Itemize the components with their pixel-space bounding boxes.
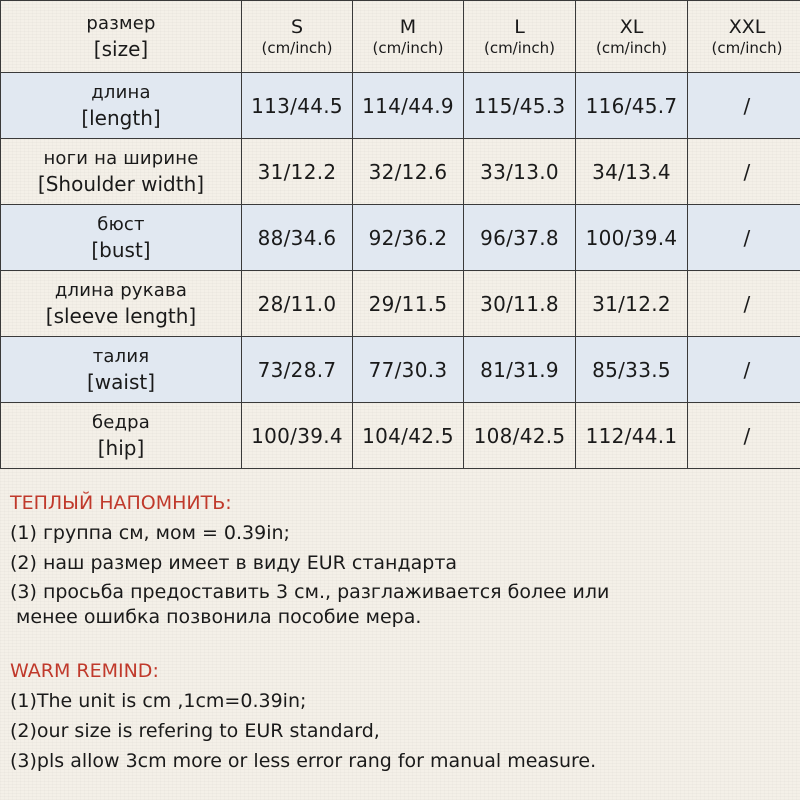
cell-value: 34/13.4: [592, 159, 671, 184]
row-label-cell: [1, 139, 242, 205]
table-cell: [688, 403, 800, 469]
cell-value: 31/12.2: [257, 159, 337, 184]
cell-value: 81/31.9: [480, 357, 559, 382]
notes-section: [10, 488, 790, 776]
table-header-row: [1, 1, 800, 73]
table-cell: [242, 337, 353, 403]
table-cell: [464, 403, 576, 469]
table-cell: [353, 139, 464, 205]
table-cell: [353, 403, 464, 469]
row-label-en: [bust]: [91, 237, 151, 262]
table-cell: [464, 73, 576, 139]
table-cell: [242, 205, 353, 271]
table-cell: [353, 73, 464, 139]
note-ru-3: (3) просьба предоставить 3 см., разглаживается более или: [10, 581, 610, 603]
row-label-ru: бюст: [97, 213, 145, 235]
table-cell: [353, 337, 464, 403]
cell-value: 31/12.2: [592, 291, 671, 316]
size-label-en: [size]: [93, 36, 149, 61]
cell-value: 33/13.0: [480, 159, 559, 184]
cell-value: 85/33.5: [592, 357, 671, 382]
table-cell: [688, 337, 800, 403]
cell-value: /: [743, 225, 751, 250]
note-ru-3-cont: менее ошибка позвонила пособие мера.: [10, 606, 422, 628]
column-header-l: [464, 1, 576, 73]
cell-value: 108/42.5: [473, 423, 566, 448]
cell-value: 29/11.5: [368, 291, 448, 316]
cell-value: 96/37.8: [480, 225, 559, 250]
column-size: S: [290, 15, 304, 38]
table-cell: [242, 73, 353, 139]
note-en-3: (3)pls allow 3cm more or less error rang for manual measure.: [10, 750, 597, 772]
table-cell: [464, 139, 576, 205]
table-cell: [576, 73, 688, 139]
cell-value: /: [743, 291, 751, 316]
cell-value: 30/11.8: [480, 291, 559, 316]
table-cell: [242, 139, 353, 205]
column-size: M: [399, 15, 417, 38]
cell-value: /: [743, 93, 751, 118]
row-label-en: [sleeve length]: [45, 303, 197, 328]
warning-heading-en-line: [10, 656, 790, 686]
table-cell: [576, 337, 688, 403]
row-label-cell: [1, 205, 242, 271]
column-unit: (cm/inch): [261, 38, 333, 57]
size-header-cell: [1, 1, 242, 73]
table-cell: [688, 205, 800, 271]
row-label-ru: ноги на ширине: [43, 147, 199, 169]
warning-heading-en: WARM REMIND: [10, 660, 153, 682]
warning-heading-ru-line: [10, 488, 790, 518]
cell-value: 113/44.5: [251, 93, 343, 118]
cell-value: /: [743, 159, 751, 184]
cell-value: 73/28.7: [257, 357, 337, 382]
cell-value: 77/30.3: [368, 357, 448, 382]
column-header-s: [242, 1, 353, 73]
table-cell: [464, 205, 576, 271]
cell-value: 116/45.7: [585, 93, 678, 118]
warning-colon-en: :: [152, 660, 159, 682]
row-label-ru: длина: [91, 81, 151, 103]
table-row-waist: [1, 337, 800, 403]
note-ru-2: (2) наш размер имеет в виду EUR стандарта: [10, 552, 458, 574]
cell-value: 100/39.4: [251, 423, 343, 448]
table-cell: [688, 271, 800, 337]
cell-value: 114/44.9: [362, 93, 454, 118]
row-label-cell: [1, 271, 242, 337]
row-label-en: [hip]: [97, 435, 145, 460]
row-label-ru: талия: [92, 345, 150, 367]
warning-colon-ru: :: [225, 492, 232, 514]
row-label-ru: бедра: [91, 411, 151, 433]
note-en-2: (2)our size is refering to EUR standard,: [10, 720, 380, 742]
column-unit: (cm/inch): [372, 38, 444, 57]
cell-value: /: [743, 357, 751, 382]
table-cell: [242, 403, 353, 469]
row-label-cell: [1, 403, 242, 469]
column-size: XL: [619, 15, 644, 38]
column-size: L: [514, 15, 525, 38]
table-row-hip: [1, 403, 800, 469]
table-cell: [353, 271, 464, 337]
column-unit: (cm/inch): [483, 38, 556, 57]
table-cell: [464, 271, 576, 337]
row-label-cell: [1, 337, 242, 403]
table-cell: [242, 271, 353, 337]
row-label-ru: длина рукава: [54, 279, 188, 301]
row-label-cell: [1, 73, 242, 139]
cell-value: 104/42.5: [362, 423, 454, 448]
row-label-en: [waist]: [86, 369, 156, 394]
column-header-xl: [576, 1, 688, 73]
cell-value: 88/34.6: [257, 225, 337, 250]
column-header-xxl: [688, 1, 800, 73]
size-label-ru: размер: [86, 12, 156, 34]
cell-value: 28/11.0: [257, 291, 337, 316]
table-cell: [576, 205, 688, 271]
cell-value: /: [743, 423, 751, 448]
table-cell: [688, 73, 800, 139]
row-label-en: [Shoulder width]: [37, 171, 205, 196]
cell-value: 115/45.3: [473, 93, 566, 118]
table-cell: [576, 403, 688, 469]
column-unit: (cm/inch): [711, 38, 783, 57]
note-ru-1: (1) группа см, мом = 0.39in;: [10, 522, 290, 544]
table-cell: [353, 205, 464, 271]
table-cell: [576, 271, 688, 337]
note-en-1: (1)The unit is cm ,1cm=0.39in;: [10, 690, 307, 712]
column-unit: (cm/inch): [595, 38, 668, 57]
table-row-length: [1, 73, 800, 139]
column-size: XXL: [728, 15, 766, 38]
row-label-en: [length]: [81, 105, 161, 130]
cell-value: 112/44.1: [585, 423, 678, 448]
table-cell: [464, 337, 576, 403]
warning-heading-ru: ТЕПЛЫЙ НАПОМНИТЬ: [10, 492, 226, 514]
table-row-bust: [1, 205, 800, 271]
table-cell: [688, 139, 800, 205]
table-row-sleeve-length: [1, 271, 800, 337]
column-header-m: [353, 1, 464, 73]
table-row-shoulder-width: [1, 139, 800, 205]
cell-value: 92/36.2: [368, 225, 448, 250]
table-cell: [576, 139, 688, 205]
cell-value: 32/12.6: [368, 159, 448, 184]
cell-value: 100/39.4: [585, 225, 678, 250]
